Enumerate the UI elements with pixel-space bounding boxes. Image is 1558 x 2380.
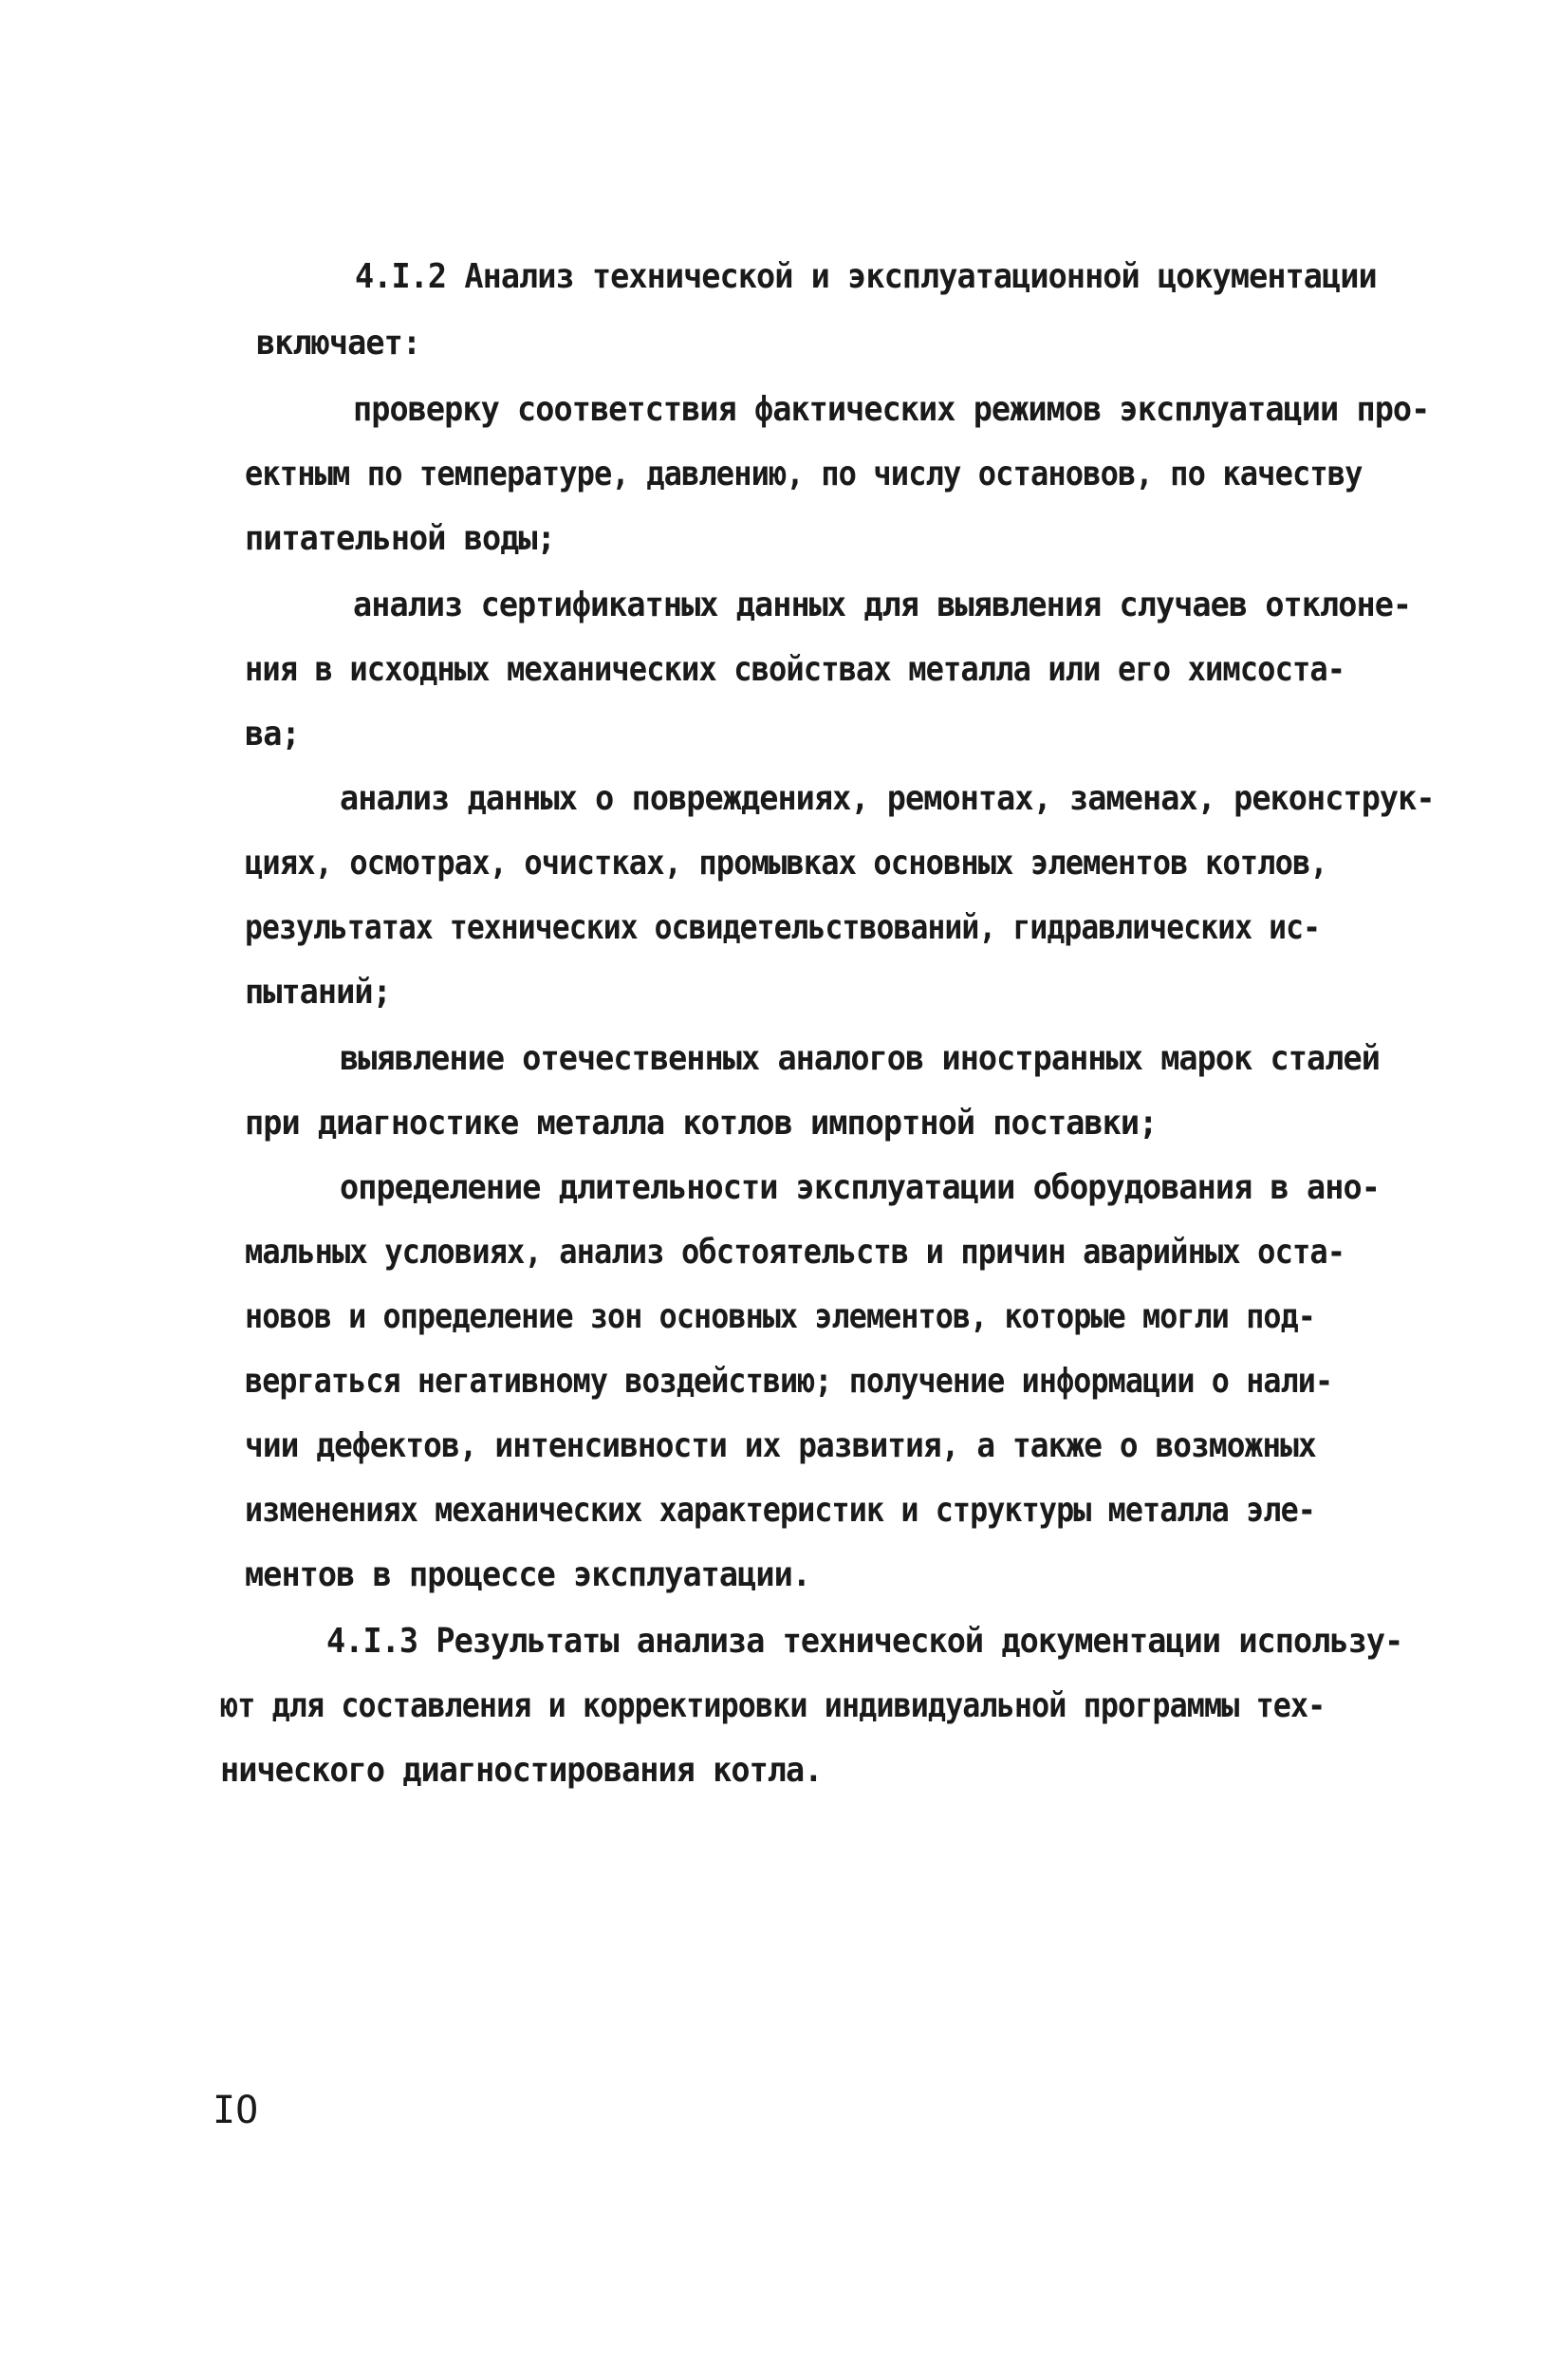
list-item-line: анализ данных о повреждениях, ремонтах, заменах, реконструк- bbox=[340, 779, 1435, 818]
list-item-line: ментов в процессе эксплуатации. bbox=[245, 1555, 811, 1594]
text-line: ют для составления и корректировки индивидуальной программы тех- bbox=[220, 1686, 1326, 1725]
list-item-line: питательной воды; bbox=[245, 519, 555, 558]
list-item-line: ектным по температуре, давлению, по числу остановов, по качеству bbox=[245, 455, 1363, 493]
list-item-line: мальных условиях, анализ обстоятельств и причин аварийных оста- bbox=[245, 1233, 1345, 1272]
list-item-line: анализ сертификатных данных для выявления случаев отклоне- bbox=[353, 586, 1412, 624]
list-item-line: изменениях механических характеристик и структуры металла эле- bbox=[245, 1491, 1315, 1530]
list-item-line: результатах технических освидетельствований, гидравлических ис- bbox=[245, 908, 1321, 947]
list-item-line: проверку соответствия фактических режимов эксплуатации про- bbox=[353, 390, 1430, 429]
section-4-1-2-heading: 4.I.2 Анализ технической и эксплуатационной цокументации bbox=[355, 257, 1377, 296]
page-number: IO bbox=[213, 2089, 259, 2132]
list-item-line: новов и определение зон основных элементов, которые могли под- bbox=[245, 1297, 1315, 1336]
list-item-line: при диагностике металла котлов импортной поставки; bbox=[245, 1104, 1158, 1143]
list-item-line: выявление отечественных аналогов иностранных марок сталей bbox=[340, 1039, 1380, 1078]
text-line: нического диагностирования котла. bbox=[220, 1751, 823, 1790]
list-item-line: чии дефектов, интенсивности их развития, а также о возможных bbox=[245, 1426, 1316, 1465]
list-item-line: циях, осмотрах, очистках, промывках основных элементов котлов, bbox=[245, 844, 1327, 883]
list-item-line: пытаний; bbox=[245, 973, 391, 1012]
list-item-line: ва; bbox=[245, 715, 300, 753]
list-item-line: ния в исходных механических свойствах металла или его химсоста- bbox=[245, 650, 1345, 689]
section-4-1-3-heading: 4.I.3 Результаты анализа технической документации использу- bbox=[326, 1622, 1403, 1661]
list-item-line: вергаться негативному воздействию; получение информации о нали- bbox=[245, 1362, 1333, 1401]
list-item-line: определение длительности эксплуатации оборудования в ано- bbox=[340, 1168, 1380, 1207]
text-line: включает: bbox=[256, 324, 421, 363]
